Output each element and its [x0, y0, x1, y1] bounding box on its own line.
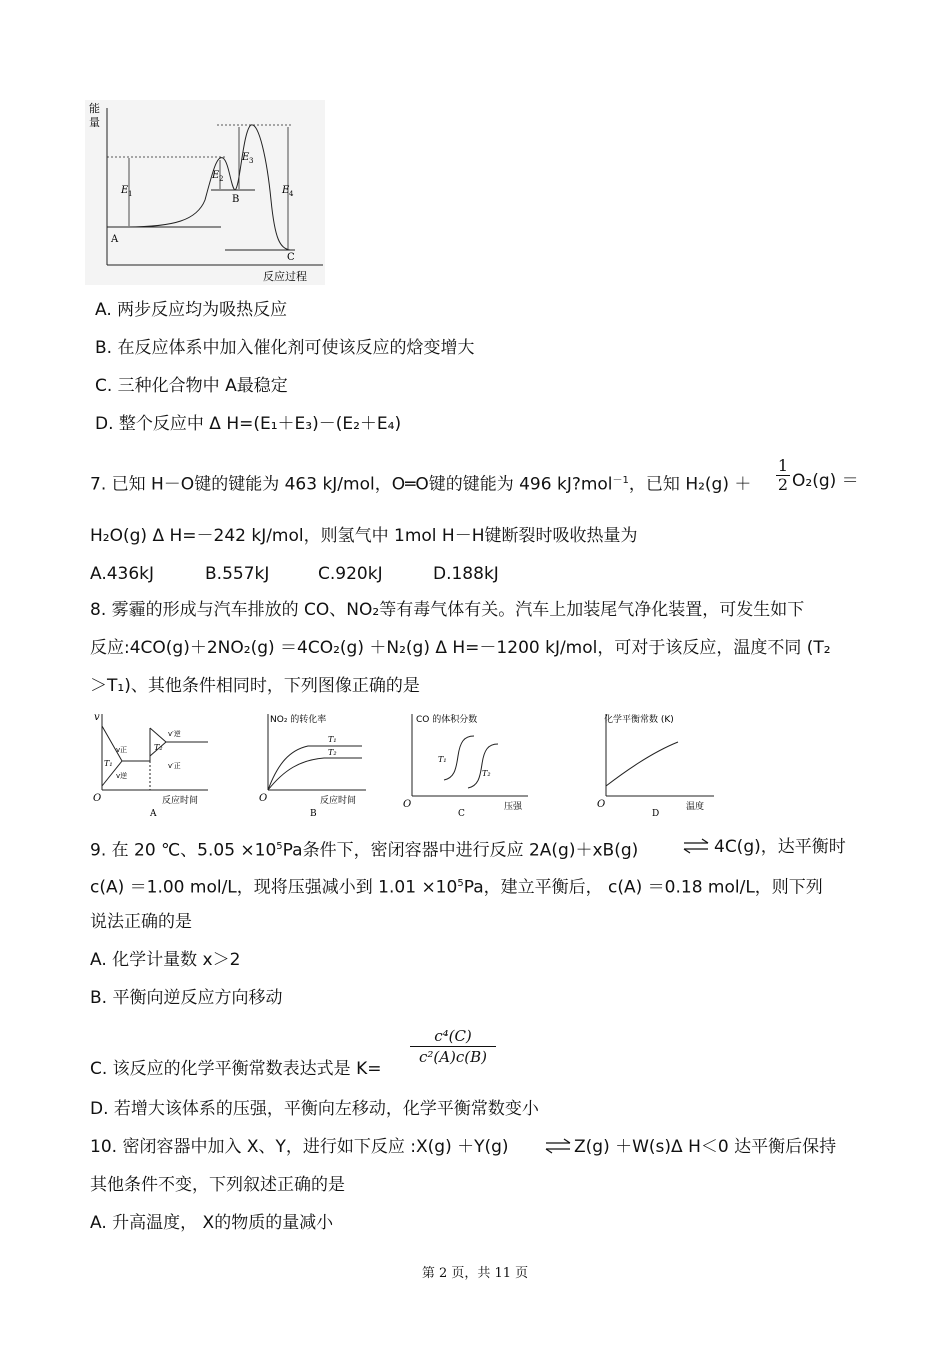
svg-text:C: C: [458, 809, 465, 818]
q10-option-a: A. 升高温度， X的物质的量减小: [90, 1213, 334, 1233]
q6-option-c: C. 三种化合物中 A最稳定: [95, 376, 288, 396]
label-e1: E: [121, 185, 129, 196]
q9-option-c: C. 该反应的化学平衡常数表达式是 K=: [90, 1059, 382, 1079]
label-e3: E: [242, 152, 250, 163]
q7-line2: H₂O(g) Δ H=－242 kJ/mol，则氢气中 1mol H－H键断裂时吸收热量为: [90, 526, 638, 546]
q9-option-b: B. 平衡向逆反应方向移动: [90, 988, 283, 1008]
page-footer: 第 2 页，共 11 页: [421, 1266, 529, 1281]
equilibrium-arrow-icon: [682, 838, 710, 854]
label-b: B: [232, 194, 240, 205]
q6-option-b: B. 在反应体系中加入催化剂可使该反应的焓变增大: [95, 338, 475, 358]
q7-option-a: A.436kJ: [90, 564, 155, 584]
graph-b: [254, 708, 374, 818]
y-label-bottom: 量: [89, 116, 100, 129]
svg-text:O: O: [597, 799, 606, 810]
svg-text:温度: 温度: [686, 802, 705, 812]
q8-line3: ＞T₁)、其他条件相同时，下列图像正确的是: [90, 676, 420, 696]
svg-text:1: 1: [128, 190, 133, 198]
label-e2: E: [212, 170, 220, 181]
svg-text:3: 3: [249, 157, 254, 165]
graph-a: [88, 708, 218, 818]
q6-option-a: A. 两步反应均为吸热反应: [95, 300, 288, 320]
svg-text:CO 的体积分数: CO 的体积分数: [416, 715, 478, 725]
label-a: A: [111, 234, 119, 245]
svg-text:压强: 压强: [504, 802, 523, 812]
svg-text:T₂: T₂: [328, 748, 337, 757]
svg-text:T₁: T₁: [328, 735, 337, 744]
y-label-top: 能: [89, 102, 100, 115]
q7-option-b: B.557kJ: [205, 564, 270, 584]
svg-text:反应时间: 反应时间: [162, 796, 199, 806]
svg-text:B: B: [310, 809, 317, 818]
graph-d: [592, 708, 722, 818]
label-e4: E: [282, 185, 290, 196]
svg-text:O: O: [403, 799, 412, 810]
k-expression: $\frac{\text{c⁴(C)}}{\text{c²(A)c(B)}}$: [410, 1026, 496, 1067]
q9-option-a: A. 化学计量数 x＞2: [90, 950, 241, 970]
label-c: C: [287, 252, 295, 263]
svg-text:2: 2: [219, 175, 224, 183]
svg-text:化学平衡常数 (K): 化学平衡常数 (K): [604, 715, 674, 725]
q7-line1: 7. 已知 H－O键的键能为 463 kJ/mol，O═O键的键能为 496 kJ?mol$^{-1}$，已知 H₂(g) ＋: [90, 474, 752, 495]
q7-option-c: C.920kJ: [318, 564, 383, 584]
svg-text:v′正: v′正: [168, 762, 181, 770]
q9-line2: c(A) ＝1.00 mol/L，现将压强减小到 $1.01 \times 10^5Pa$，建立平衡后， c(A) ＝0.18 mol/L，则下列: [90, 877, 823, 898]
svg-text:T₁: T₁: [104, 759, 113, 768]
q7-fraction: $\frac{1}{2}$: [777, 456, 789, 494]
svg-text:v′逆: v′逆: [168, 730, 181, 738]
q7-line1-end: O₂(g) ＝: [792, 471, 859, 491]
energy-diagram: [85, 100, 325, 285]
q9-line1-end: 4C(g)，达平衡时: [714, 837, 846, 857]
q8-line2: 反应:4CO(g)＋2NO₂(g) ＝4CO₂(g) ＋N₂(g) Δ H=－1200 kJ/mol，可对于该反应，温度不同 (T₂: [90, 638, 831, 658]
x-label: 反应过程: [263, 270, 307, 283]
q9-line3: 说法正确的是: [90, 912, 192, 932]
svg-text:NO₂ 的转化率: NO₂ 的转化率: [270, 715, 327, 725]
q10-line1-end: Z(g) ＋W(s)Δ H＜0 达平衡后保持: [574, 1137, 837, 1157]
svg-text:T₂: T₂: [154, 743, 163, 752]
svg-text:v: v: [94, 712, 100, 723]
svg-text:O: O: [259, 793, 268, 804]
q7-option-d: D.188kJ: [433, 564, 499, 584]
graph-c: [398, 708, 538, 818]
svg-text:D: D: [652, 809, 660, 818]
q9-option-d: D. 若增大该体系的压强，平衡向左移动，化学平衡常数变小: [90, 1099, 539, 1119]
q10-line1: 10. 密闭容器中加入 X、Y，进行如下反应 :X(g) ＋Y(g): [90, 1137, 509, 1157]
svg-text:反应时间: 反应时间: [320, 796, 357, 806]
svg-text:4: 4: [289, 190, 294, 198]
svg-text:v逆: v逆: [116, 772, 128, 780]
q8-line1: 8. 雾霾的形成与汽车排放的 CO、NO₂等有毒气体有关。汽车上加装尾气净化装置，可发生如下: [90, 600, 805, 620]
equilibrium-arrow-icon: [544, 1138, 572, 1154]
svg-text:v正: v正: [116, 746, 128, 754]
q10-line2: 其他条件不变，下列叙述正确的是: [90, 1175, 345, 1195]
svg-text:A: A: [150, 809, 157, 818]
svg-text:T₁: T₁: [438, 755, 447, 764]
svg-text:O: O: [93, 793, 102, 804]
q9-line1: 9. 在 20 ℃、$5.05 \times 10^5Pa$条件下，密闭容器中进行反应 2A(g)＋xB(g): [90, 840, 639, 861]
svg-text:T₂: T₂: [482, 769, 491, 778]
q6-option-d: D. 整个反应中 Δ H=(E₁＋E₃)－(E₂＋E₄): [95, 414, 402, 434]
